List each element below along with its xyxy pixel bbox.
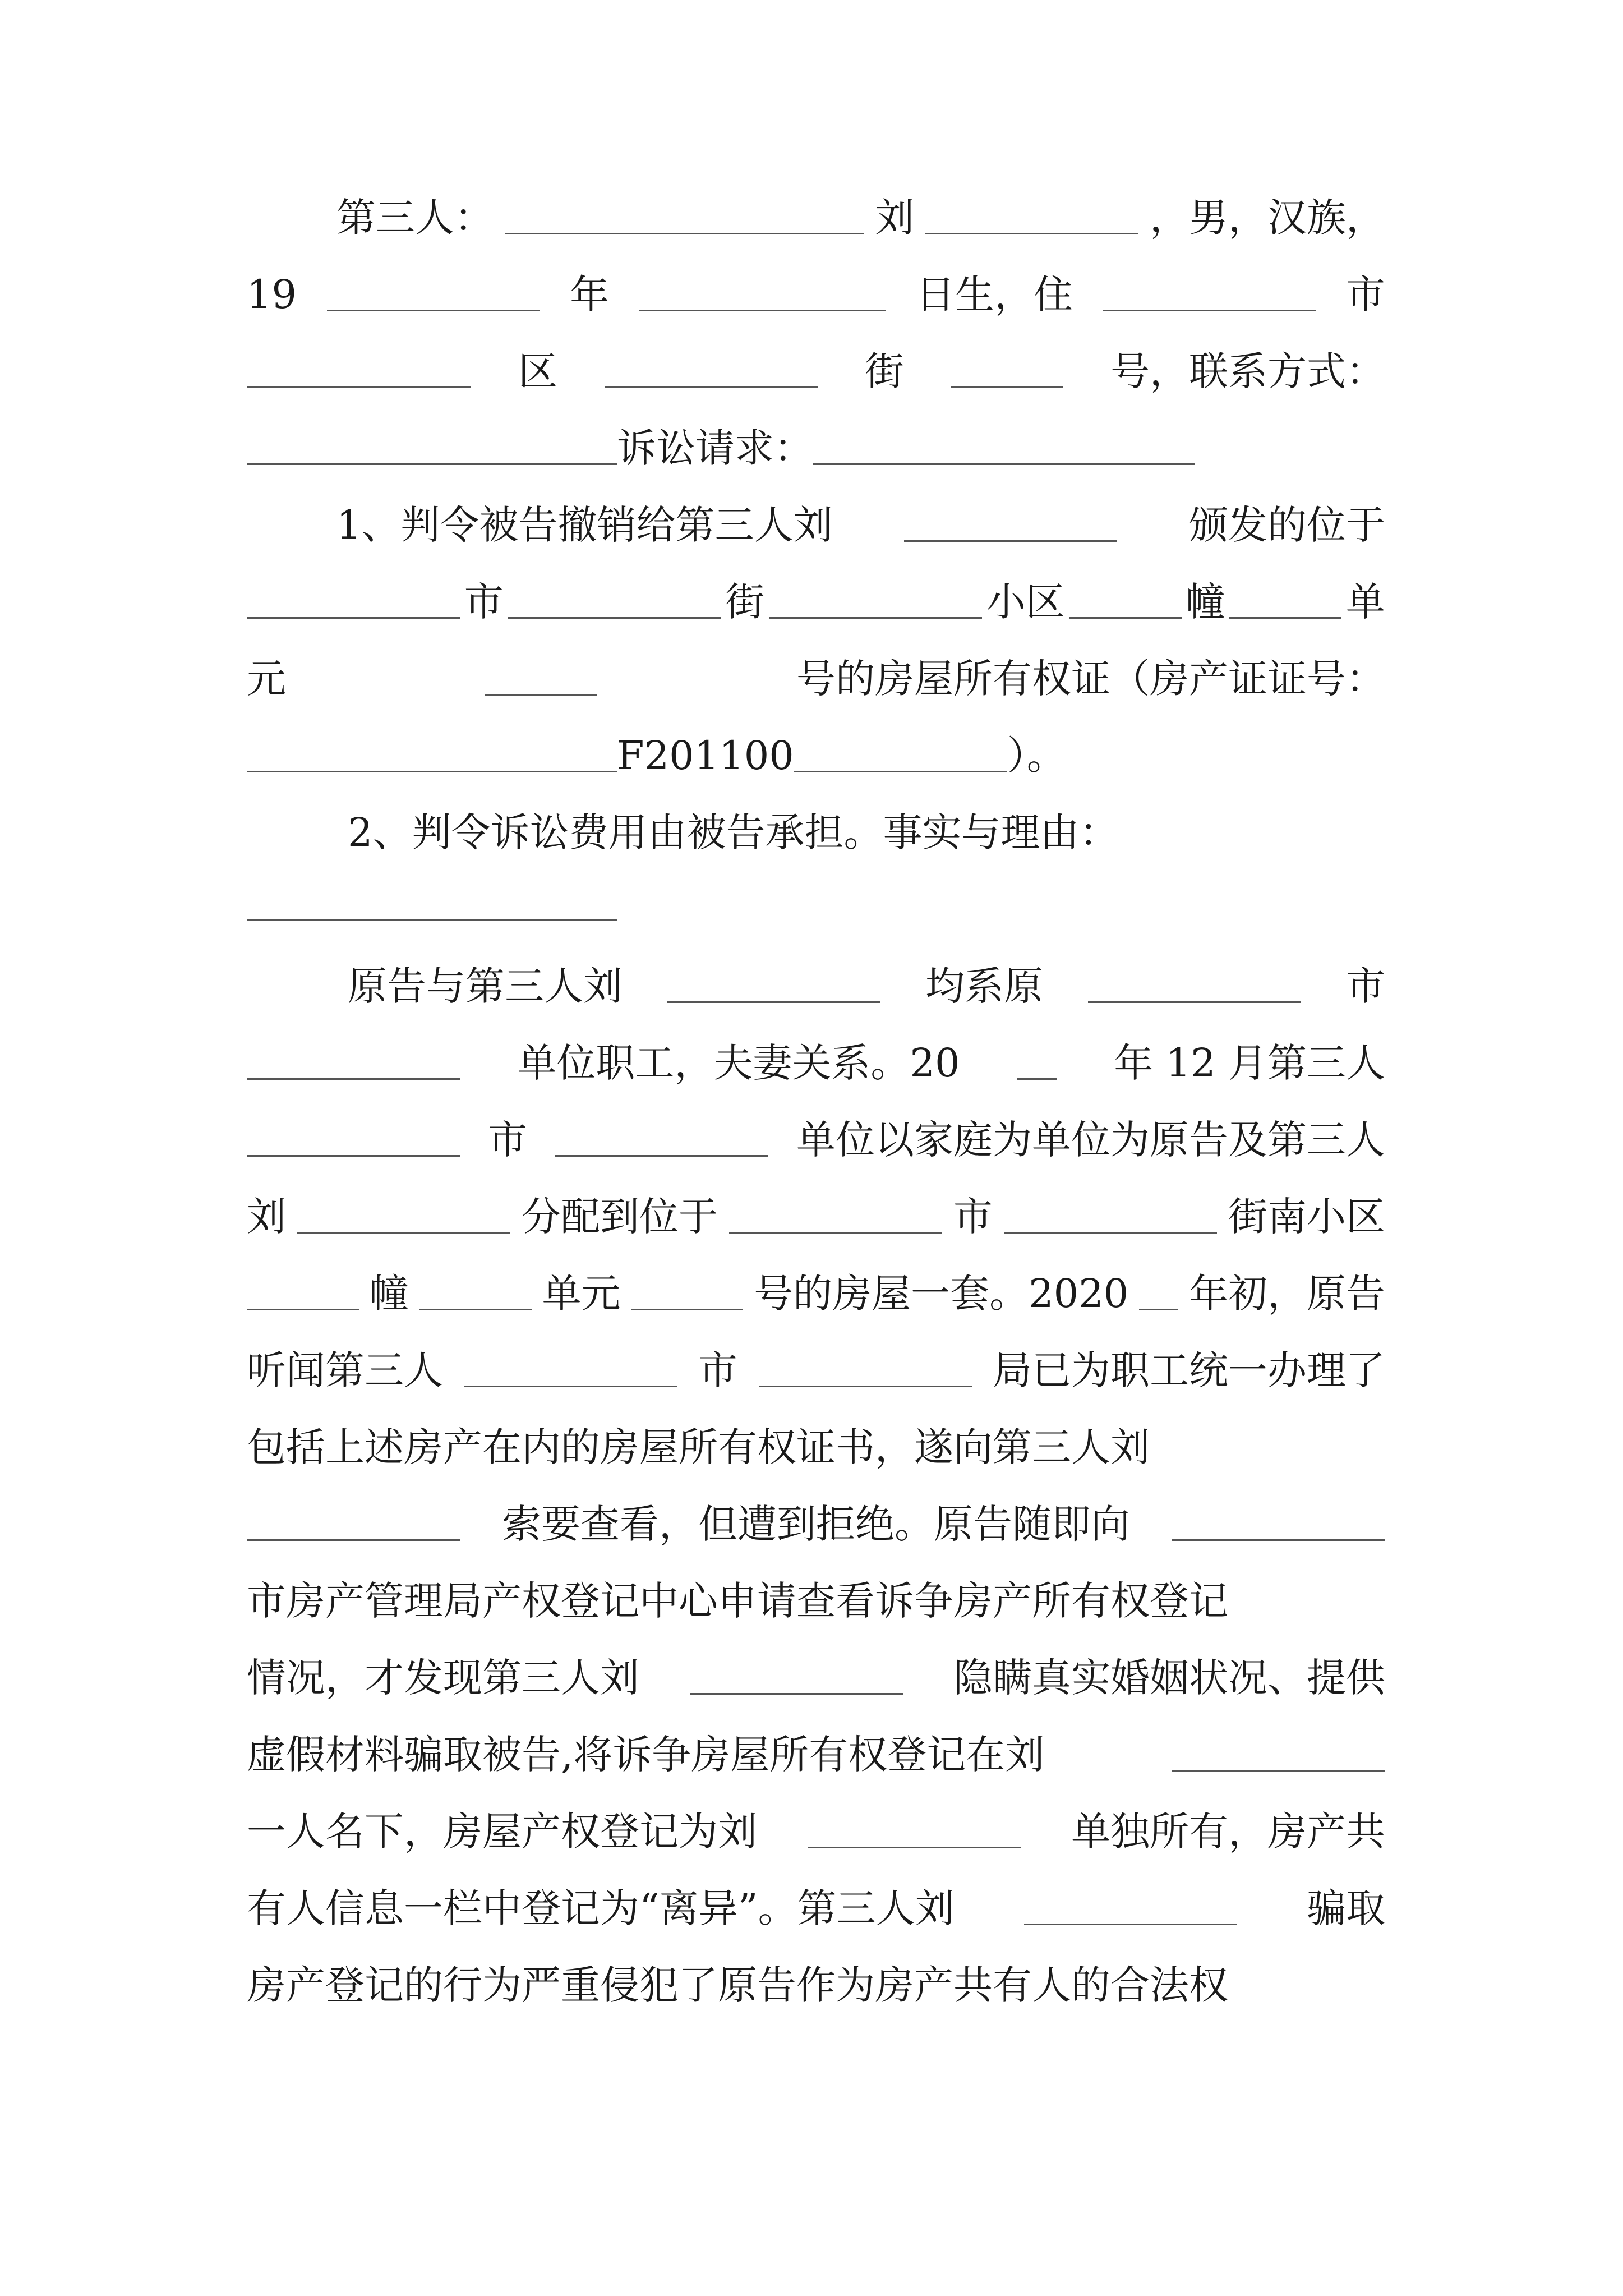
text-segment: 刘 [247, 1194, 286, 1240]
text-segment: 虚假材料骗取被告,将诉争房屋所有权登记在刘 [247, 1732, 1045, 1778]
text-line [247, 266, 1385, 323]
blank-underline [925, 198, 1138, 234]
blank-underline [419, 1274, 532, 1310]
text-line [247, 1957, 1385, 2013]
text-line [247, 1650, 1385, 1706]
blank-underline [667, 967, 880, 1003]
text-segment: 19 [247, 272, 297, 318]
text-line [247, 1112, 1385, 1168]
blank-underline [464, 1351, 677, 1387]
text-segment: 单元 [542, 1271, 621, 1317]
blank-underline [639, 275, 886, 311]
text-line [336, 497, 1385, 553]
blank-underline [1172, 1504, 1385, 1541]
text-segment: 骗取 [1306, 1885, 1385, 1931]
text-segment: 号的房屋一套。2020 [754, 1271, 1129, 1317]
blank-underline [247, 736, 617, 772]
text-line [247, 728, 1385, 784]
text-segment: 索要查看，但遭到拒绝。原告随即向 [502, 1501, 1130, 1547]
text-segment: 市 [488, 1117, 527, 1163]
blank-underline [904, 505, 1117, 542]
text-segment: ，男，汉族， [1150, 195, 1385, 241]
text-segment: 市 [953, 1194, 993, 1240]
text-line [247, 574, 1385, 630]
text-segment: 市 [464, 579, 504, 625]
blank-underline [1172, 1735, 1385, 1772]
text-line [247, 420, 1385, 476]
blank-underline [247, 1504, 460, 1541]
blank-underline [1069, 582, 1182, 619]
text-line [247, 1419, 1385, 1475]
blank-underline [247, 885, 617, 921]
text-segment: 包括上述房产在内的房屋所有权证书，遂向第三人刘 [247, 1424, 1150, 1470]
blank-underline [297, 1197, 510, 1234]
text-segment: 街南小区 [1228, 1194, 1385, 1240]
text-segment: 颁发的位于 [1188, 502, 1385, 548]
text-line [247, 343, 1385, 399]
text-line [336, 190, 1385, 246]
blank-underline [247, 429, 617, 465]
text-line [247, 1342, 1385, 1398]
blank-underline [605, 352, 818, 388]
text-segment: 单位以家庭为单位为原告及第三人 [796, 1117, 1385, 1163]
blank-underline [508, 582, 721, 619]
text-segment: 单 [1345, 579, 1385, 625]
text-segment: 年初，原告 [1188, 1271, 1385, 1317]
blank-underline [1004, 1197, 1217, 1234]
blank-underline [1024, 1889, 1237, 1925]
blank-underline [247, 1120, 460, 1157]
blank-underline [327, 275, 540, 311]
blank-underline [729, 1197, 942, 1234]
text-line [247, 651, 1385, 707]
blank-underline [485, 659, 597, 696]
text-segment: 一人名下，房屋产权登记为刘 [247, 1809, 757, 1855]
text-segment: 街 [725, 579, 765, 625]
blank-underline [247, 1274, 359, 1310]
text-segment: 市房产管理局产权登记中心申请查看诉争房产所有权登记 [247, 1578, 1228, 1624]
text-segment: 幢 [369, 1271, 409, 1317]
blank-underline [769, 582, 982, 619]
text-segment: 街 [865, 348, 904, 394]
text-segment: 号，联系方式： [1110, 348, 1385, 394]
text-segment: 2、判令诉讼费用由被告承担。事实与理由： [348, 809, 1119, 855]
text-segment: 市 [698, 1347, 737, 1393]
blank-underline [505, 198, 864, 234]
text-segment: 均系原 [925, 963, 1043, 1009]
text-segment: 局已为职工统一办理了 [993, 1347, 1385, 1393]
text-segment: 情况，才发现第三人刘 [247, 1655, 639, 1701]
text-line [348, 804, 1385, 861]
text-segment: 有人信息一栏中登记为“离异”。第三人刘 [247, 1885, 955, 1931]
text-segment: 幢 [1186, 579, 1225, 625]
text-segment: 单位职工，夫妻关系。20 [517, 1040, 960, 1086]
text-segment: 第三人： [336, 195, 494, 241]
text-segment: 单独所有，房产共 [1071, 1809, 1385, 1855]
blank-underline [1103, 275, 1316, 311]
blank-underline [247, 582, 460, 619]
blank-underline [555, 1120, 768, 1157]
text-line [247, 1727, 1385, 1783]
blank-underline [813, 429, 1195, 465]
blank-underline [794, 736, 1007, 772]
text-line [247, 1189, 1385, 1245]
text-segment: 刘 [875, 195, 914, 241]
text-line [247, 1266, 1385, 1322]
text-segment: ）。 [1007, 733, 1066, 779]
text-segment: 区 [518, 348, 557, 394]
text-line [247, 1035, 1385, 1091]
text-segment: 年 12 月第三人 [1114, 1040, 1385, 1086]
text-segment: 隐瞒真实婚姻状况、提供 [953, 1655, 1385, 1701]
text-segment: 年 [570, 272, 610, 318]
blank-underline [631, 1274, 743, 1310]
blank-underline [808, 1812, 1021, 1848]
text-segment: 市 [1346, 963, 1385, 1009]
text-segment: 房产登记的行为严重侵犯了原告作为房产共有人的合法权 [247, 1962, 1228, 2008]
text-segment: 听闻第三人 [247, 1347, 443, 1393]
blank-underline [247, 352, 471, 388]
blank-underline [759, 1351, 972, 1387]
blank-underline [1139, 1274, 1178, 1310]
text-line [247, 1880, 1385, 1936]
text-line [247, 881, 1385, 937]
text-segment: 1、判令被告撤销给第三人刘 [336, 502, 833, 548]
text-line [348, 958, 1385, 1014]
text-segment: 市 [1345, 272, 1385, 318]
text-segment: F201100 [617, 733, 794, 779]
blank-underline [951, 352, 1063, 388]
blank-underline [1017, 1043, 1057, 1080]
blank-underline [247, 1043, 460, 1080]
blank-underline [690, 1658, 903, 1695]
text-segment: 原告与第三人刘 [348, 963, 623, 1009]
text-line [247, 1573, 1385, 1629]
text-segment: 小区 [986, 579, 1065, 625]
text-segment: 日生，住 [916, 272, 1073, 318]
blank-underline [1088, 967, 1301, 1003]
text-line [247, 1803, 1385, 1860]
text-segment: 诉讼请求： [617, 425, 813, 471]
text-segment: 元 [247, 656, 286, 702]
text-line [247, 1496, 1385, 1552]
blank-underline [1229, 582, 1341, 619]
text-segment: 号的房屋所有权证（房产证证号： [796, 656, 1385, 702]
text-segment: 分配到位于 [522, 1194, 718, 1240]
